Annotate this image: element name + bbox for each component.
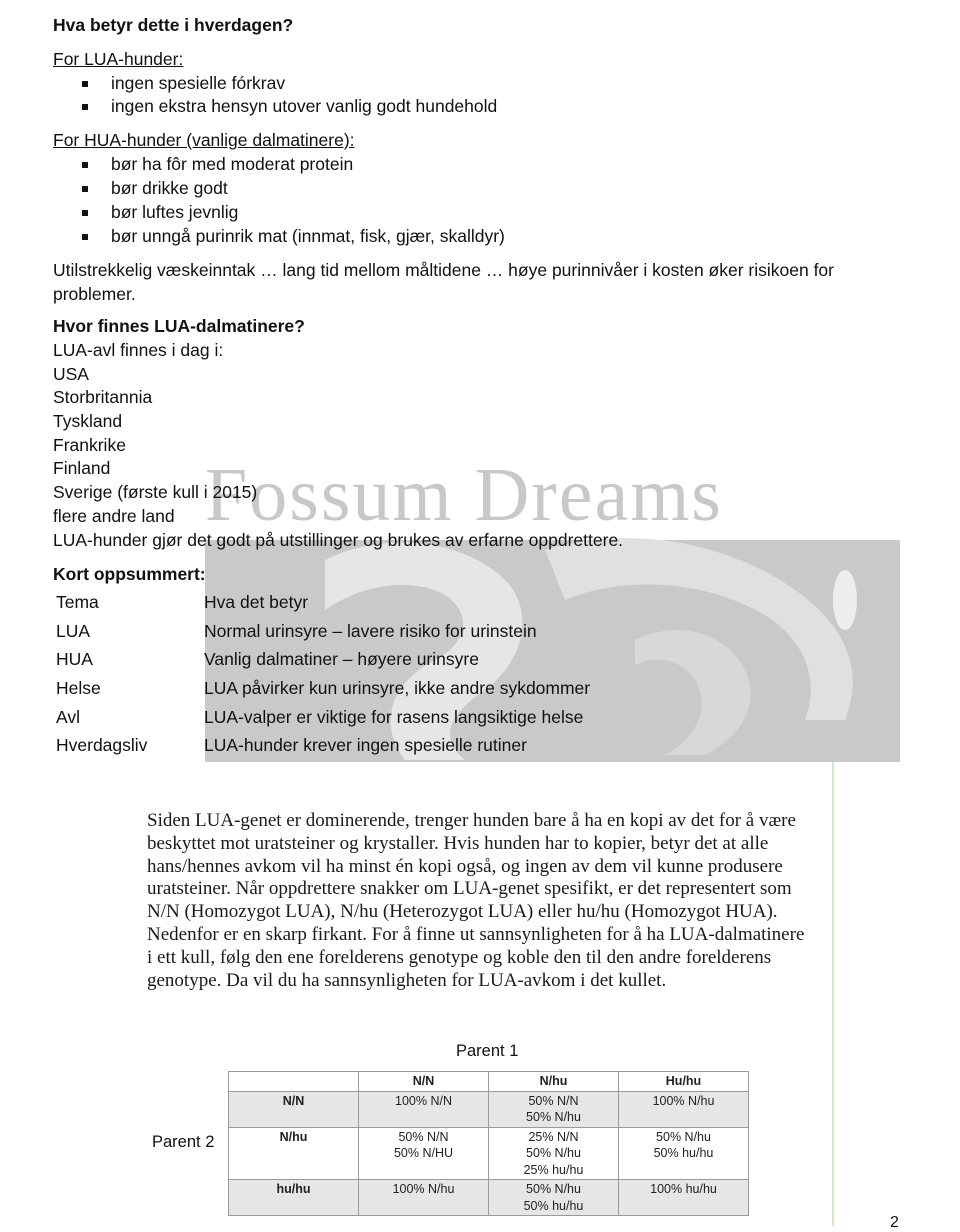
risk-paragraph: Utilstrekkelig væskeinntak … lang tid mellom måltidene … høye purinnivåer i kosten øker risikoen for problemer. xyxy=(53,260,834,304)
scanned-text-block xyxy=(147,810,807,992)
lua-gene-paragraph: Siden LUA-genet er dominerende, trenger hunden bare å ha en kopi av det for å være beskyttet mot uratsteiner og krystaller. Hvis hunden har to kopier, betyr det at alle hans/hennes avkom vil ha minst én kopi også, og ingen av dem vil kunne produsere uratsteiner. Når oppdrettere snakker om LUA-genet spesifikt, er det representert som N/N (Homozygot LUA), N/hu (Heterozygot LUA) eller hu/hu (Homozygot HUA). xyxy=(147,810,796,923)
lua-dogs-label: For LUA-hunder: xyxy=(53,49,184,69)
heading-daily-life: Hva betyr dette i hverdagen? xyxy=(53,15,294,35)
summary-table xyxy=(53,588,593,760)
country-item: Tyskland xyxy=(53,411,123,431)
country-item: Storbritannia xyxy=(53,387,153,407)
table-row: Tema Hva det betyr xyxy=(56,591,309,612)
table-row: N/N 100% N/N 50% N/N 50% N/hu 100% N/hu xyxy=(229,1091,749,1127)
parent-1-label: Parent 1 xyxy=(456,1042,519,1060)
lua-shows-sentence: LUA-hunder gjør det godt på utstillinger og brukes av erfarne oppdrettere. xyxy=(53,530,624,550)
bullet-square-icon xyxy=(82,186,88,192)
country-item: flere andre land xyxy=(53,506,175,526)
bullet-square-icon xyxy=(82,162,88,168)
table-row: Helse LUA påvirker kun urinsyre, ikke andre sykdommer xyxy=(56,677,591,698)
table-row: Avl LUA-valper er viktige for rasens langsiktige helse xyxy=(56,706,584,727)
bullet-square-icon xyxy=(82,81,88,87)
heading-where-lua: Hvor finnes LUA-dalmatinere? xyxy=(53,316,305,336)
heading-summary: Kort oppsummert: xyxy=(53,564,206,584)
country-item: Sverige (første kull i 2015) xyxy=(53,482,258,502)
table-header-row: N/N N/hu Hu/hu xyxy=(229,1072,749,1092)
table-row: N/hu 50% N/N 50% N/HU 25% N/N 50% N/hu 25% hu/hu 50% N/hu 50% hu/hu xyxy=(229,1127,749,1180)
page-number: 2 xyxy=(890,1214,899,1231)
punnett-table xyxy=(228,1071,749,1216)
bullet-square-icon xyxy=(82,210,88,216)
parent-2-label: Parent 2 xyxy=(152,1133,215,1151)
country-item: Finland xyxy=(53,458,111,478)
lua-breeding-intro: LUA-avl finnes i dag i: xyxy=(53,340,224,360)
document-page: Fossum Dreams Hva betyr dette i hverdagen? For LUA-hunder: ingen spesielle fórkrav ingen ekstra hensyn utover vanlig godt hundehold For HUA-hunder (vanlige dalmatinere): bør ha fôr med moderat protein bør drikke godt bør luftes jevnlig bør unngå purinrik mat (innmat, fisk, gjær, skalldyr) Utilstrekkelig væskeinntak … lang tid mellom måltidene … høye purinnivåer i kosten øker risikoen for problemer. Hvor finnes LUA-dalmatinere? LUA-avl finnes i dag i: USA Storbritannia Tyskland Frankrike Finland Sverige (første kull i 2015) flere andre land LUA-hunder gjør det godt på utstillinger og brukes av erfarne oppdrettere. Kort oppsummert: Tema Hva det betyr LUA Normal urinsyre – lavere risiko for urinstein HUA Vanlig dalmatiner – høyere urinsyre Helse LUA påvirker kun urinsyre, ikke andre sykdommer Avl LUA-valper er viktige for rasens langsiktige helse Hverdagsliv LUA-hunder krever ingen spesielle rutiner Siden LUA-genet er dominerende, trenger hunden bare å ha en kopi av det for å være beskyttet mot uratsteiner og krystaller. Hvis hunden har to kopier, betyr det at alle hans/hennes avkom vil ha minst én kopi også, og ingen av dem vil kunne produsere uratsteiner. Når oppdrettere snakker om LUA-genet spesifikt, er det representert som N/N (Homozygot LUA), N/hu (Heterozygot LUA) eller hu/hu (Homozygot HUA). Nedenfor er en skarp firkant. For å finne ut sannsynligheten for å ha LUA-dalmatinere i ett kull, følg den ene forelderens genotype og koble den til den andre forelderens genotype. Da vil du ha sannsynligheten for LUA-avkom i det kullet. Parent 1 Parent 2 N/N N/hu Hu/hu N/N 100% N/N 50% N/N 50% N/hu 100% N/hu N/hu 50% N/N 50% N/HU 25% N/N 50% N/hu 25% hu/hu 50% N/hu 50% hu/hu hu/hu 100% N/hu 50% N/hu 50% hu/hu 100% hu/hu 2 xyxy=(53,15,899,1231)
punnett-instructions-paragraph: Nedenfor er en skarp firkant. For å finne ut sannsynligheten for å ha LUA-dalmatinere i ett kull, følg den ene forelderens genotype og koble den til den andre forelderens genotype. Da vil du ha sannsynligheten for LUA-avkom i det kullet. xyxy=(147,923,805,991)
country-item: USA xyxy=(53,364,89,384)
scanned-excerpt-image xyxy=(140,762,834,1226)
table-row: HUA Vanlig dalmatiner – høyere urinsyre xyxy=(56,649,479,670)
bullet-square-icon xyxy=(82,234,88,240)
bullet-square-icon xyxy=(82,104,88,110)
table-row: hu/hu 100% N/hu 50% N/hu 50% hu/hu 100% hu/hu xyxy=(229,1180,749,1216)
table-row: Hverdagsliv LUA-hunder krever ingen spesielle rutiner xyxy=(56,735,527,756)
hua-dogs-label: For HUA-hunder (vanlige dalmatinere): xyxy=(53,130,355,150)
watermark-logo-text: Fossum Dreams xyxy=(205,453,723,537)
country-item: Frankrike xyxy=(53,435,126,455)
table-row: LUA Normal urinsyre – lavere risiko for urinstein xyxy=(56,620,537,641)
